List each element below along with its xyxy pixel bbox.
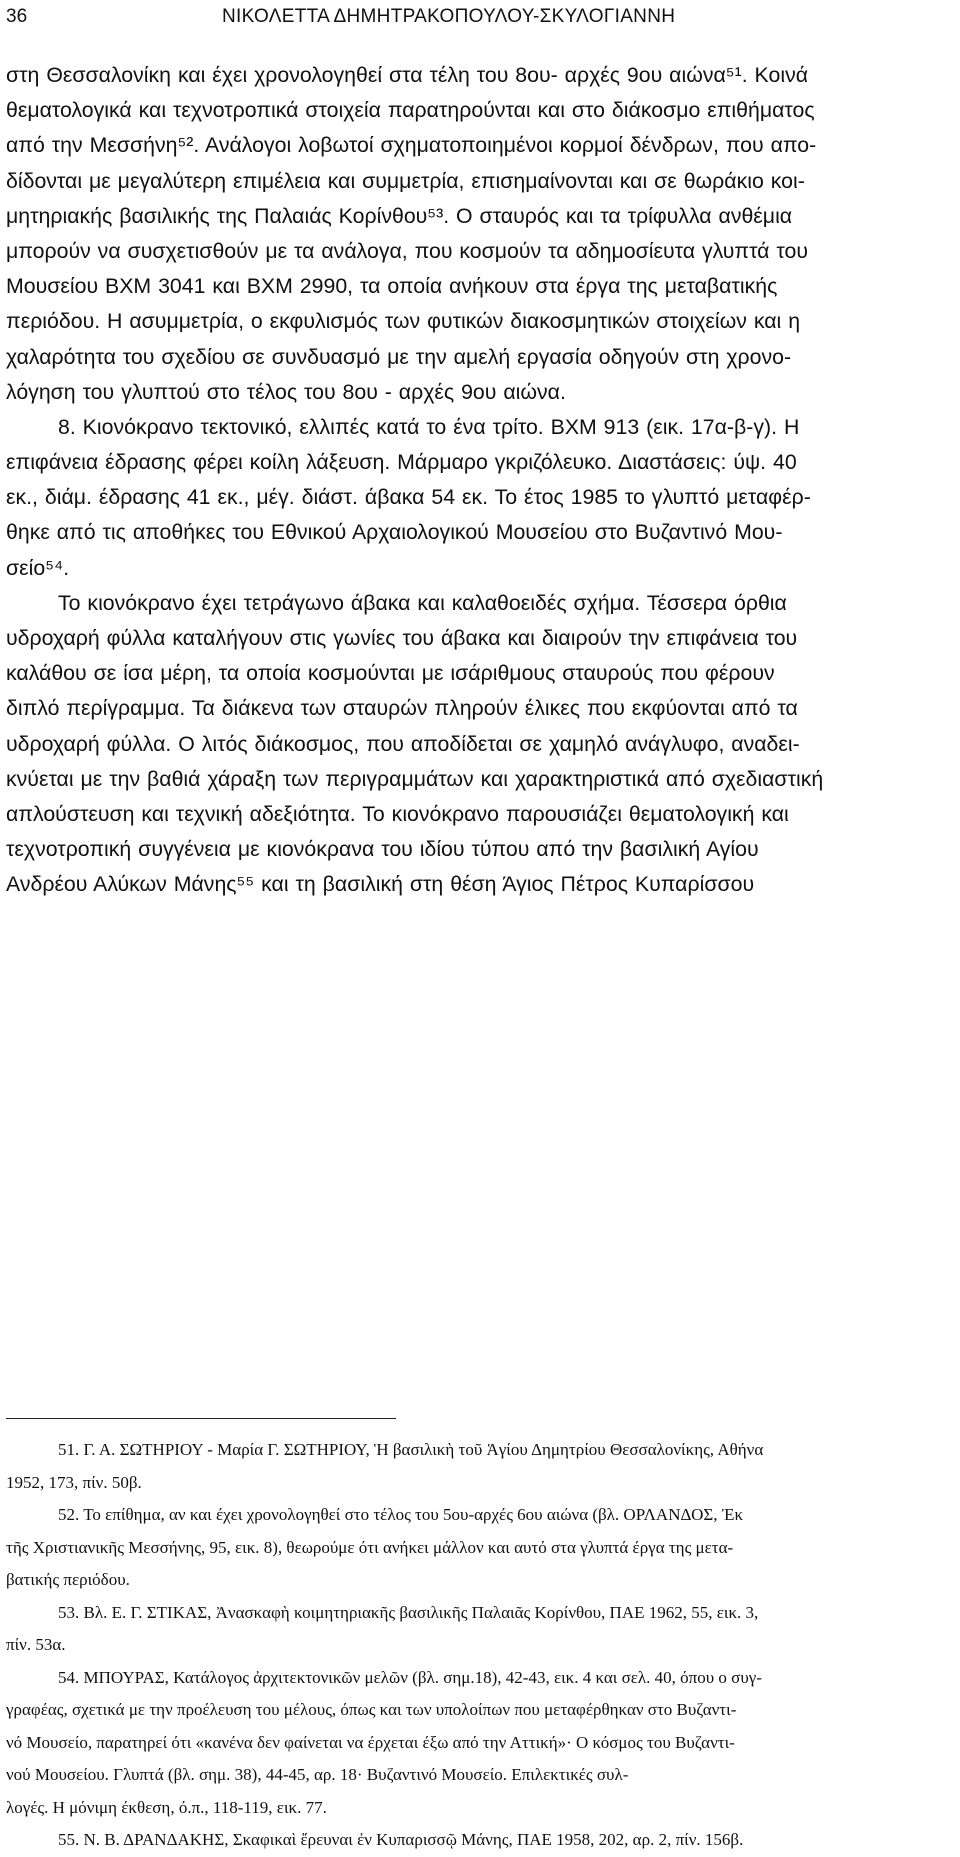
- footnotes: [6, 1434, 954, 1857]
- body-line: διπλό περίγραμμα. Τα διάκενα των σταυρών πληρούν έλικες που εκφύονται από τα: [6, 696, 798, 721]
- body-line: σείο⁵⁴.: [6, 555, 70, 580]
- footnote-line: λογές. Η μόνιμη έκθεση, ό.π., 118-119, εικ. 77.: [6, 1797, 327, 1817]
- footnote-line: γραφέας, σχετικά με την προέλευση του μέλους, όπως και των υπολοίπων που μεταφέρθηκαν στο Βυζαντι-: [6, 1700, 737, 1719]
- body-line: από την Μεσσήνη⁵². Ανάλογοι λοβωτοί σχηματοποιημένοι κορμοί δένδρων, που απο-: [6, 133, 817, 158]
- body-line: τεχνοτροπική συγγένεια με κιονόκρανα του ιδίου τύπου από την βασιλική Αγίου: [6, 837, 759, 862]
- footnote-divider: [6, 1418, 396, 1419]
- footnote-line: 1952, 173, πίν. 50β.: [6, 1472, 142, 1492]
- footnote-53: 53. Βλ. Ε. Γ. ΣΤΙΚΑΣ, Ἀνασκαφὴ κοιμητηριακῆς βασιλικῆς Παλαιᾶς Κορίνθου, ΠΑΕ 1962, 55, εικ. 3,: [58, 1602, 759, 1622]
- footnote-line: βατικής περιόδου.: [6, 1570, 130, 1589]
- body-line: χαλαρότητα του σχεδίου σε συνδυασμό με την αμελή εργασία οδηγούν στη χρονο-: [6, 344, 792, 369]
- body-line: στη Θεσσαλονίκη και έχει χρονολογηθεί στα τέλη του 8ου- αρχές 9ου αιώνα⁵¹. Κοινά: [6, 63, 809, 87]
- body-line: κνύεται με την βαθιά χάραξη των περιγραμμάτων και χαρακτηριστικά από σχεδιαστική: [6, 766, 824, 791]
- body-text: [6, 58, 954, 903]
- catalog-entry-heading: 8. Κιονόκρανο τεκτονικό, ελλιπές κατά το ένα τρίτο. ΒΧΜ 913 (εικ. 17α-β-γ). Η: [58, 414, 800, 439]
- body-line: επιφάνεια έδρασης φέρει κοίλη λάξευση. Μάρμαρο γκριζόλευκο. Διαστάσεις: ύψ. 40: [6, 450, 797, 475]
- body-line: θεματολογικά και τεχνοτροπικά στοιχεία παρατηρούνται και στο διάκοσμο επιθήματος: [6, 98, 815, 123]
- body-line: υδροχαρή φύλλα. Ο λιτός διάκοσμος, που αποδίδεται σε χαμηλό ανάγλυφο, αναδει-: [6, 731, 800, 756]
- body-line: Ανδρέου Αλύκων Μάνης⁵⁵ και τη βασιλική στη θέση Άγιος Πέτρος Κυπαρίσσου: [6, 872, 755, 897]
- body-line: καλάθου σε ίσα μέρη, τα οποία κοσμούνται με ισάριθμους σταυρούς που φέρουν: [6, 661, 775, 686]
- footnote-line: πίν. 53α.: [6, 1635, 66, 1654]
- body-line: περιόδου. Η ασυμμετρία, ο εκφυλισμός των φυτικών διακοσμητικών στοιχείων και η: [6, 309, 801, 334]
- footnote-line: νού Μουσείου. Γλυπτά (βλ. σημ. 38), 44-45, αρ. 18· Βυζαντινό Μουσείο. Επιλεκτικές συλ-: [6, 1765, 629, 1784]
- footnote-52: 52. Το επίθημα, αν και έχει χρονολογηθεί στο τέλος του 5ου-αρχές 6ου αιώνα (βλ. ΟΡΛΑΝΔΟΣ, Ἐκ: [58, 1505, 744, 1524]
- body-line: μητηριακής βασιλικής της Παλαιάς Κορίνθου⁵³. Ο σταυρός και τα τρίφυλλα ανθέμια: [6, 203, 793, 228]
- body-line: θηκε από τις αποθήκες του Εθνικού Αρχαιολογικού Μουσείου στο Βυζαντινό Μου-: [6, 520, 783, 545]
- footnote-line: τῆς Χριστιανικῆς Μεσσήνης, 95, εικ. 8), θεωρούμε ότι ανήκει μάλλον και αυτό στα γλυπτά έργα της μετα-: [6, 1537, 734, 1557]
- body-line: μπορούν να συσχετισθούν με τα ανάλογα, που κοσμούν τα αδημοσίευτα γλυπτά του: [6, 238, 809, 263]
- footnote-line: νό Μουσείο, παρατηρεί ότι «κανένα δεν φαίνεται να έρχεται έξω από την Αττική»· Ο κόσμος του Βυζαντι-: [6, 1732, 735, 1752]
- body-line: απλούστευση και τεχνική αδεξιότητα. Το κιονόκρανο παρουσιάζει θεματολογική και: [6, 801, 789, 826]
- page-header: [0, 2, 960, 38]
- running-head: ΝΙΚΟΛΕΤΤΑ ΔΗΜΗΤΡΑΚΟΠΟΥΛΟΥ-ΣΚΥΛΟΓΙΑΝΝΗ: [222, 6, 676, 27]
- body-line: δίδονται με μεγαλύτερη επιμέλεια και συμμετρία, επισημαίνονται και σε θωράκιο κοι-: [6, 168, 805, 193]
- body-line: λόγηση του γλυπτού στο τέλος του 8ου - αρχές 9ου αιώνα.: [6, 379, 566, 404]
- body-line: Μουσείου ΒΧΜ 3041 και ΒΧΜ 2990, τα οποία ανήκουν στα έργα της μεταβατικής: [6, 274, 778, 299]
- body-line: εκ., διάμ. έδρασης 41 εκ., μέγ. διάστ. άβακα 54 εκ. Το έτος 1985 το γλυπτό μεταφέρ-: [6, 485, 811, 510]
- body-line: υδροχαρή φύλλα καταλήγουν στις γωνίες του άβακα και διαιρούν την επιφάνεια του: [6, 626, 798, 650]
- paragraph-start: Το κιονόκρανο έχει τετράγωνο άβακα και καλαθοειδές σχήμα. Τέσσερα όρθια: [58, 590, 787, 615]
- footnote-54: 54. ΜΠΟΥΡΑΣ, Κατάλογος ἀρχιτεκτονικῶν μελῶν (βλ. σημ.18), 42-43, εικ. 4 και σελ. 40, όπου ο συγ-: [58, 1667, 762, 1687]
- page-number: 36: [6, 6, 28, 27]
- footnote-51: 51. Γ. Α. ΣΩΤΗΡΙΟΥ - Μαρία Γ. ΣΩΤΗΡΙΟΥ, Ἡ βασιλικὴ τοῦ Ἁγίου Δημητρίου Θεσσαλονίκης, Αθήνα: [58, 1440, 764, 1459]
- footnote-55: 55. Ν. Β. ΔΡΑΝΔΑΚΗΣ, Σκαφικαὶ ἔρευναι ἐν Κυπαρισσῷ Μάνης, ΠΑΕ 1958, 202, αρ. 2, πίν. 156β.: [58, 1830, 744, 1849]
